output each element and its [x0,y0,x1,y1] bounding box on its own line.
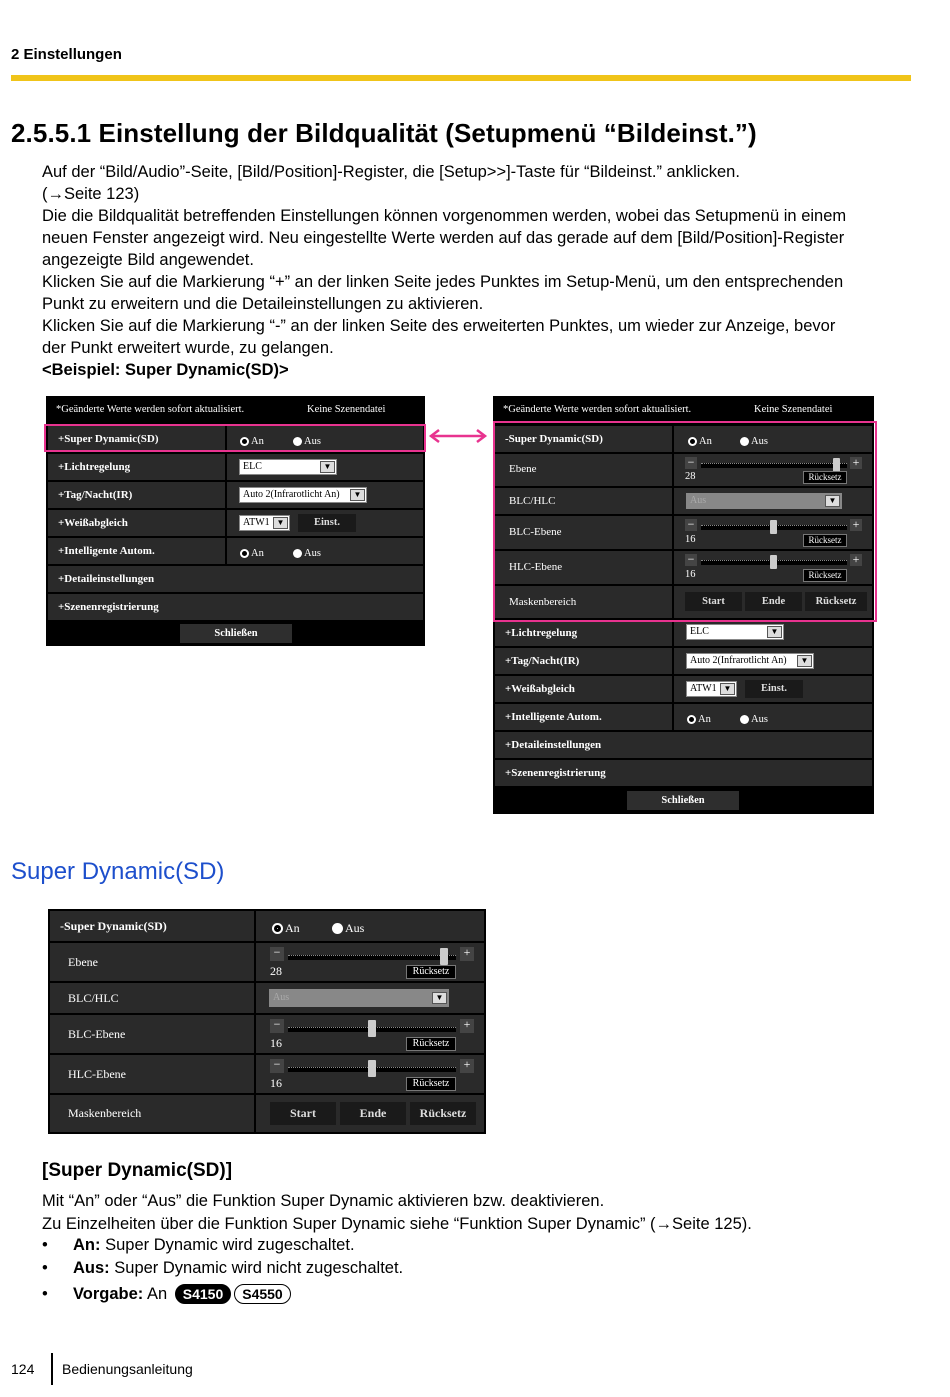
section-title: 2.5.5.1 Einstellung der Bildqualität (Setupmenü “Bildeinst.”) [11,118,757,148]
minus-icon[interactable]: − [685,519,697,531]
hlc-level-value: 16 [685,569,696,580]
highlight-frame [44,424,426,452]
panel-note: *Geänderte Werte werden sofort aktualisiert. [56,404,245,415]
daynight-label[interactable]: +Tag/Nacht(IR) [505,655,580,667]
plus-icon[interactable]: + [850,457,862,469]
light-select[interactable]: ELC ▼ [686,624,784,640]
minus-icon[interactable]: − [270,1059,284,1073]
radio-off[interactable] [293,549,302,558]
row-wb[interactable] [48,510,423,538]
minus-icon[interactable]: − [270,947,284,961]
sd-subheading: [Super Dynamic(SD)] [42,1160,233,1181]
radio-off-label: Aus [751,713,768,725]
mask-reset-button[interactable]: Rücksetz [805,592,867,611]
radio-on-label: An [251,547,264,559]
radio-on-label: An [699,435,712,447]
blc-level-value: 16 [685,534,696,545]
intro-line-8: Klicken Sie auf die Markierung “-” an der linken Seite des erweiterten Punktes, um wieder zur Anzeige, bevor [42,317,836,335]
radio-on[interactable] [240,549,249,558]
row-level [50,943,484,983]
blc-hlc-label: BLC/HLC [509,495,556,507]
radio-off[interactable] [332,923,343,934]
row-scene-reg[interactable] [48,594,423,622]
wb-select[interactable]: ATW1 ▼ [686,681,737,697]
footer-title: Bedienungsanleitung [62,1361,193,1377]
intro-line-6: Klicken Sie auf die Markierung “+” an der linken Seite jedes Punktes im Setup-Menü, um den entsprechenden [42,273,844,291]
sd-heading: Super Dynamic(SD) [11,858,225,885]
sd-detail-panel [48,909,486,1134]
chevron-down-icon: ▼ [825,495,840,507]
hlc-level-label: HLC-Ebene [509,561,563,573]
mask-start-button[interactable]: Start [270,1102,336,1125]
intro-line-7: Punkt zu erweitern und die Detaileinstellungen zu aktivieren. [42,295,484,313]
intelligent-label[interactable]: +Intelligente Autom. [505,711,602,723]
radio-on[interactable] [687,715,696,724]
close-button[interactable]: Schließen [627,791,739,810]
chevron-down-icon: ▼ [320,461,335,473]
intro-line-5: angezeigte Bild angewendet. [42,251,254,269]
close-button[interactable]: Schließen [180,624,292,643]
example-label: <Beispiel: Super Dynamic(SD)> [42,361,289,379]
mask-end-button[interactable]: Ende [340,1102,406,1125]
blc-slider-thumb[interactable] [368,1020,376,1037]
row-mask [50,1095,484,1132]
plus-icon[interactable]: + [460,1019,474,1033]
intro-line-4: neuen Fenster angezeigt wird. Neu eingestellte Werte werden auf das gerade auf dem [Bild/Position]-Register [42,229,845,247]
light-label[interactable]: +Lichtregelung [505,627,578,639]
blc-level-value: 16 [270,1036,282,1050]
blc-level-label: BLC-Ebene [509,526,562,538]
row-wb[interactable] [495,676,872,704]
light-label[interactable]: +Lichtregelung [58,461,131,473]
intro-line-9: der Punkt erweitert wurde, zu gelangen. [42,339,334,357]
scene-label: Keine Szenendatei [307,404,386,415]
model-badge: S4150 [175,1284,231,1304]
page-number: 124 [11,1361,35,1377]
hlc-level-label: HLC-Ebene [68,1067,126,1081]
hlc-reset-button[interactable]: Rücksetz [406,1077,456,1091]
row-blc-hlc [50,983,484,1015]
plus-icon[interactable]: + [850,554,862,566]
mask-label: Maskenbereich [68,1106,142,1120]
hlc-reset-button[interactable]: Rücksetz [803,569,847,582]
radio-on-label: An [251,435,264,447]
level-slider-track[interactable] [288,955,456,960]
highlight-frame [493,421,877,622]
mask-start-button[interactable]: Start [685,592,742,611]
intro-line-1: Auf der “Bild/Audio”-Seite, [Bild/Position]-Register, die [Setup>>]-Taste für “Bildeinst.” anklicken. [42,163,740,181]
bullet-default: • Vorgabe: An S4150 S4550 [42,1284,291,1304]
level-label: Ebene [509,463,537,475]
scene-reg-label[interactable]: +Szenenregistrierung [505,767,606,779]
super-dynamic-label[interactable]: -Super Dynamic(SD) [60,919,167,933]
blc-level-label: BLC-Ebene [68,1027,126,1041]
chapter-header: 2 Einstellungen [11,46,122,63]
header-rule [11,75,911,81]
radio-off-label: Aus [751,435,768,447]
plus-icon[interactable]: + [850,519,862,531]
chevron-down-icon: ▼ [350,489,365,501]
footer-divider [51,1353,53,1385]
row-blc-level [50,1015,484,1055]
bullet-on: • An: Super Dynamic wird zugeschaltet. [42,1236,355,1254]
hlc-level-value: 16 [270,1076,282,1090]
blc-hlc-select[interactable]: Aus ▼ [269,989,449,1007]
super-dynamic-label[interactable]: -Super Dynamic(SD) [505,433,603,445]
level-value: 28 [270,964,282,978]
plus-icon[interactable]: + [460,947,474,961]
scene-label: Keine Szenendatei [754,404,833,415]
blc-hlc-label: BLC/HLC [68,991,119,1005]
row-hlc-level [50,1055,484,1095]
level-reset-button[interactable]: Rücksetz [803,471,847,484]
chevron-down-icon: ▼ [432,992,447,1004]
super-dynamic-label[interactable]: +Super Dynamic(SD) [58,433,159,445]
wb-set-button[interactable]: Einst. [298,514,356,532]
minus-icon[interactable]: − [270,1019,284,1033]
row-detail[interactable] [495,732,872,760]
wb-label[interactable]: +Weißabgleich [505,683,575,695]
row-detail[interactable] [48,566,423,594]
radio-off[interactable] [740,715,749,724]
chevron-down-icon: ▼ [720,683,735,695]
radio-on-label: An [698,713,711,725]
radio-off-label: Aus [304,547,321,559]
blc-reset-button[interactable]: Rücksetz [803,534,847,547]
bullet-off: • Aus: Super Dynamic wird nicht zugeschaltet. [42,1259,404,1277]
wb-label[interactable]: +Weißabgleich [58,517,128,529]
blc-hlc-select[interactable]: Aus ▼ [686,493,842,509]
radio-on[interactable] [272,923,283,934]
scene-reg-label[interactable]: +Szenenregistrierung [58,601,159,613]
hlc-slider-thumb[interactable] [368,1060,376,1077]
row-light[interactable] [495,620,872,648]
chevron-down-icon: ▼ [767,626,782,638]
blc-reset-button[interactable]: Rücksetz [406,1037,456,1051]
mask-reset-button[interactable]: Rücksetz [410,1102,476,1125]
chevron-down-icon: ▼ [797,655,812,667]
row-intelligent[interactable] [495,704,872,732]
radio-off-label: Aus [345,920,365,935]
sd-text-2: Zu Einzelheiten über die Funktion Super Dynamic siehe “Funktion Super Dynamic” (→Seite 125). [42,1215,752,1233]
level-reset-button[interactable]: Rücksetz [406,965,456,979]
row-scene-reg[interactable] [495,760,872,788]
detail-label[interactable]: +Detaileinstellungen [505,739,602,751]
intelligent-label[interactable]: +Intelligente Autom. [58,545,155,557]
level-value: 28 [685,471,696,482]
daynight-select[interactable]: Auto 2(Infrarotlicht An) ▼ [239,487,367,503]
minus-icon[interactable]: − [685,457,697,469]
row-intelligent[interactable] [48,538,423,566]
row-daynight[interactable] [48,482,423,510]
row-light[interactable] [48,454,423,482]
row-daynight[interactable] [495,648,872,676]
double-arrow-icon [427,428,489,444]
mask-end-button[interactable]: Ende [745,592,802,611]
detail-label[interactable]: +Detaileinstellungen [58,573,155,585]
wb-set-button[interactable]: Einst. [745,680,803,698]
daynight-label[interactable]: +Tag/Nacht(IR) [58,489,133,501]
row-super-dynamic[interactable] [50,911,484,943]
intro-line-2: (→Seite 123) [42,185,140,203]
plus-icon[interactable]: + [460,1059,474,1073]
intro-line-3: Die die Bildqualität betreffenden Einstellungen können vorgenommen werden, wobei das Setupmenü in einem [42,207,847,225]
mask-label: Maskenbereich [509,596,577,608]
light-select[interactable]: ELC ▼ [239,459,337,475]
level-slider-thumb[interactable] [440,948,448,965]
minus-icon[interactable]: − [685,554,697,566]
radio-off-label: Aus [304,435,321,447]
sd-text-1: Mit “An” oder “Aus” die Funktion Super Dynamic aktivieren bzw. deaktivieren. [42,1192,605,1210]
radio-on-label: An [285,920,300,935]
panel-note: *Geänderte Werte werden sofort aktualisiert. [503,404,692,415]
chevron-down-icon: ▼ [273,517,288,529]
daynight-select[interactable]: Auto 2(Infrarotlicht An) ▼ [686,653,814,669]
model-badge: S4550 [234,1284,290,1304]
wb-select[interactable]: ATW1 ▼ [239,515,290,531]
level-label: Ebene [68,955,98,969]
